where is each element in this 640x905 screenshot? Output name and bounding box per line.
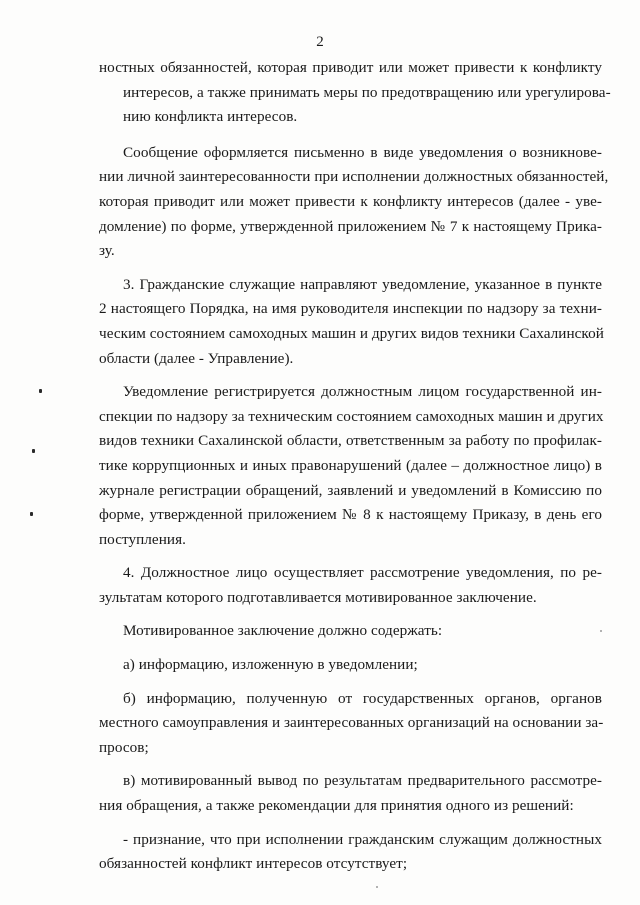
text-line: журнале регистрации обращений, заявлений и уведомлений в Комиссию по	[99, 481, 602, 499]
text-line: спекции по надзору за техническим состоянием самоходных машин и других	[99, 407, 604, 425]
scan-mark	[32, 449, 35, 453]
page-number: 2	[316, 34, 324, 50]
text-line: зу.	[99, 242, 115, 260]
paragraph	[99, 56, 611, 130]
text-line: ческим состоянием самоходных машин и других видов техники Сахалинской	[99, 324, 604, 342]
paragraph	[99, 141, 609, 264]
scan-mark	[39, 389, 42, 393]
paragraph	[99, 561, 602, 610]
text-line: Уведомление регистрируется должностным лицом государственной ин-	[123, 383, 602, 401]
text-line: Мотивированное заключение должно содержать:	[123, 622, 443, 640]
scan-speck	[376, 886, 378, 888]
paragraph	[99, 619, 602, 644]
text-line: которая приводит или может привести к конфликту интересов (далее - уве-	[99, 192, 602, 210]
paragraph	[99, 653, 602, 678]
text-line: местного самоуправления и заинтересованных организаций на основании за-	[99, 714, 604, 732]
scan-mark	[30, 512, 33, 516]
text-line: а) информацию, изложенную в уведомлении;	[123, 656, 418, 674]
text-line: б) информацию, полученную от государственных органов, органов	[123, 689, 602, 707]
text-line: тике коррупционных и иных правонарушений (далее – должностное лицо) в	[99, 456, 602, 474]
text-line: - признание, что при исполнении гражданским служащим должностных	[123, 830, 602, 848]
text-line: поступления.	[99, 530, 186, 548]
text-line: 2 настоящего Порядка, на имя руководителя инспекции по надзору за техни-	[99, 300, 602, 318]
text-line: Сообщение оформляется письменно в виде уведомления о возникнове-	[123, 143, 602, 161]
text-line: форме, утвержденной приложением № 8 к настоящему Приказу, в день его	[99, 506, 602, 524]
text-line: в) мотивированный вывод по результатам предварительного рассмотре-	[123, 772, 602, 790]
text-line: 4. Должностное лицо осуществляет рассмотрение уведомления, по ре-	[123, 564, 602, 582]
paragraph	[99, 380, 602, 552]
text-line: 3. Гражданские служащие направляют уведомление, указанное в пункте	[123, 275, 602, 293]
text-line: ния обращения, а также рекомендации для принятия одного из решений:	[99, 797, 574, 815]
text-line: просов;	[99, 738, 149, 756]
text-line: нию конфликта интересов.	[123, 108, 298, 126]
document-body	[99, 56, 611, 877]
paragraph	[99, 769, 602, 818]
text-line: зультатам которого подготавливается мотивированное заключение.	[99, 588, 537, 606]
text-line: видов техники Сахалинской области, ответственным за работу по профилак-	[99, 432, 602, 450]
text-line: ностных обязанностей, которая приводит или может привести к конфликту	[99, 59, 602, 76]
paragraph	[99, 687, 602, 761]
text-line: области (далее - Управление).	[99, 349, 294, 367]
text-line: нии личной заинтересованности при исполнении должностных обязанностей,	[99, 168, 609, 186]
paragraph	[99, 828, 602, 877]
text-line: домление) по форме, утвержденной приложением № 7 к настоящему Прика-	[99, 217, 602, 235]
text-line: обязанностей конфликт интересов отсутствует;	[99, 855, 408, 873]
paragraph	[99, 273, 602, 371]
text-line: интересов, а также принимать меры по предотвращению или урегулирова-	[123, 83, 611, 101]
